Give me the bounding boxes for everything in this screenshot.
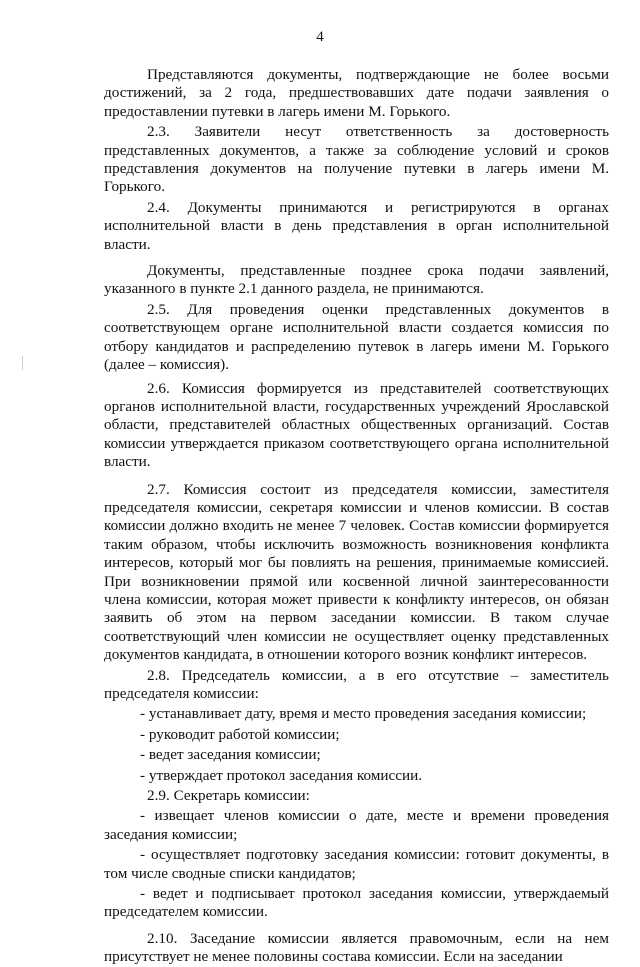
paragraph-2-8: 2.8. Председатель комиссии, а в его отсутствие – заместитель председателя комиссии:	[104, 666, 609, 702]
margin-mark	[22, 356, 23, 370]
list-item: - утверждает протокол заседания комиссии.	[140, 766, 423, 784]
paragraph-2-10: 2.10. Заседание комиссии является правомочным, если на нем присутствует не менее половины состава комиссии. Если на заседании	[104, 929, 609, 966]
paragraph-achievements: Представляются документы, подтверждающие не более восьми достижений, за 2 года, предшествовавших дате подачи заявления о предоставлении путевки в лагерь имени М. Горького.	[104, 66, 609, 120]
list-item: - ведет заседания комиссии;	[140, 746, 321, 764]
list-item: - осуществляет подготовку заседания комиссии: готовит документы, в том числе сводные списки кандидатов;	[104, 846, 609, 882]
list-item: - устанавливает дату, время и место проведения заседания комиссии;	[140, 705, 587, 723]
list-item: - ведет и подписывает протокол заседания комиссии, утверждаемый председателем комиссии.	[104, 885, 609, 921]
paragraph-2-6: 2.6. Комиссия формируется из представителей соответствующих органов исполнительной власти, государственных учреждений Ярославской области, представителей областных общественных организаций. Состав комиссии утверждается приказом соответствующего органа исполнительной власти.	[104, 379, 609, 471]
paragraph-late-documents: Документы, представленные позднее срока подачи заявлений, указанного в пункте 2.1 данного раздела, не принимаются.	[104, 262, 609, 298]
paragraph-2-9: 2.9. Секретарь комиссии:	[147, 787, 310, 805]
list-item: - руководит работой комиссии;	[140, 725, 340, 743]
document-body	[104, 66, 609, 967]
paragraph-2-5: 2.5. Для проведения оценки представленных документов в соответствующем органе исполнительной власти создается комиссия по отбору кандидатов и распределению путевок в лагерь имени М. Горького (далее – комиссия).	[104, 300, 609, 374]
paragraph-2-4: 2.4. Документы принимаются и регистрируются в органах исполнительной власти в день представления в орган исполнительной власти.	[104, 198, 609, 253]
paragraph-2-7: 2.7. Комиссия состоит из председателя комиссии, заместителя председателя комиссии, секретаря комиссии и членов комиссии. В состав комиссии должно входить не менее 7 человек. Состав комиссии формируется таким образом, чтобы исключить возможность возникновения конфликта интересов, который мог бы повлиять на решения, принимаемые комиссией. При возникновении прямой или косвенной личной заинтересованности члена комиссии, которая может привести к конфликту интересов, он обязан заявить об этом на первом заседании комиссии. В таком случае соответствующий член комиссии не осуществляет оценку представленных документов кандидата, в отношении которого возник конфликт интересов.	[104, 480, 609, 664]
paragraph-2-3: 2.3. Заявители несут ответственность за достоверность представленных документов, а также за соблюдение условий и сроков представления документов на получение путевки в лагерь имени М. Горького.	[104, 123, 609, 196]
list-item: - извещает членов комиссии о дате, месте и времени проведения заседания комиссии;	[104, 807, 609, 843]
page-number: 4	[316, 29, 324, 45]
